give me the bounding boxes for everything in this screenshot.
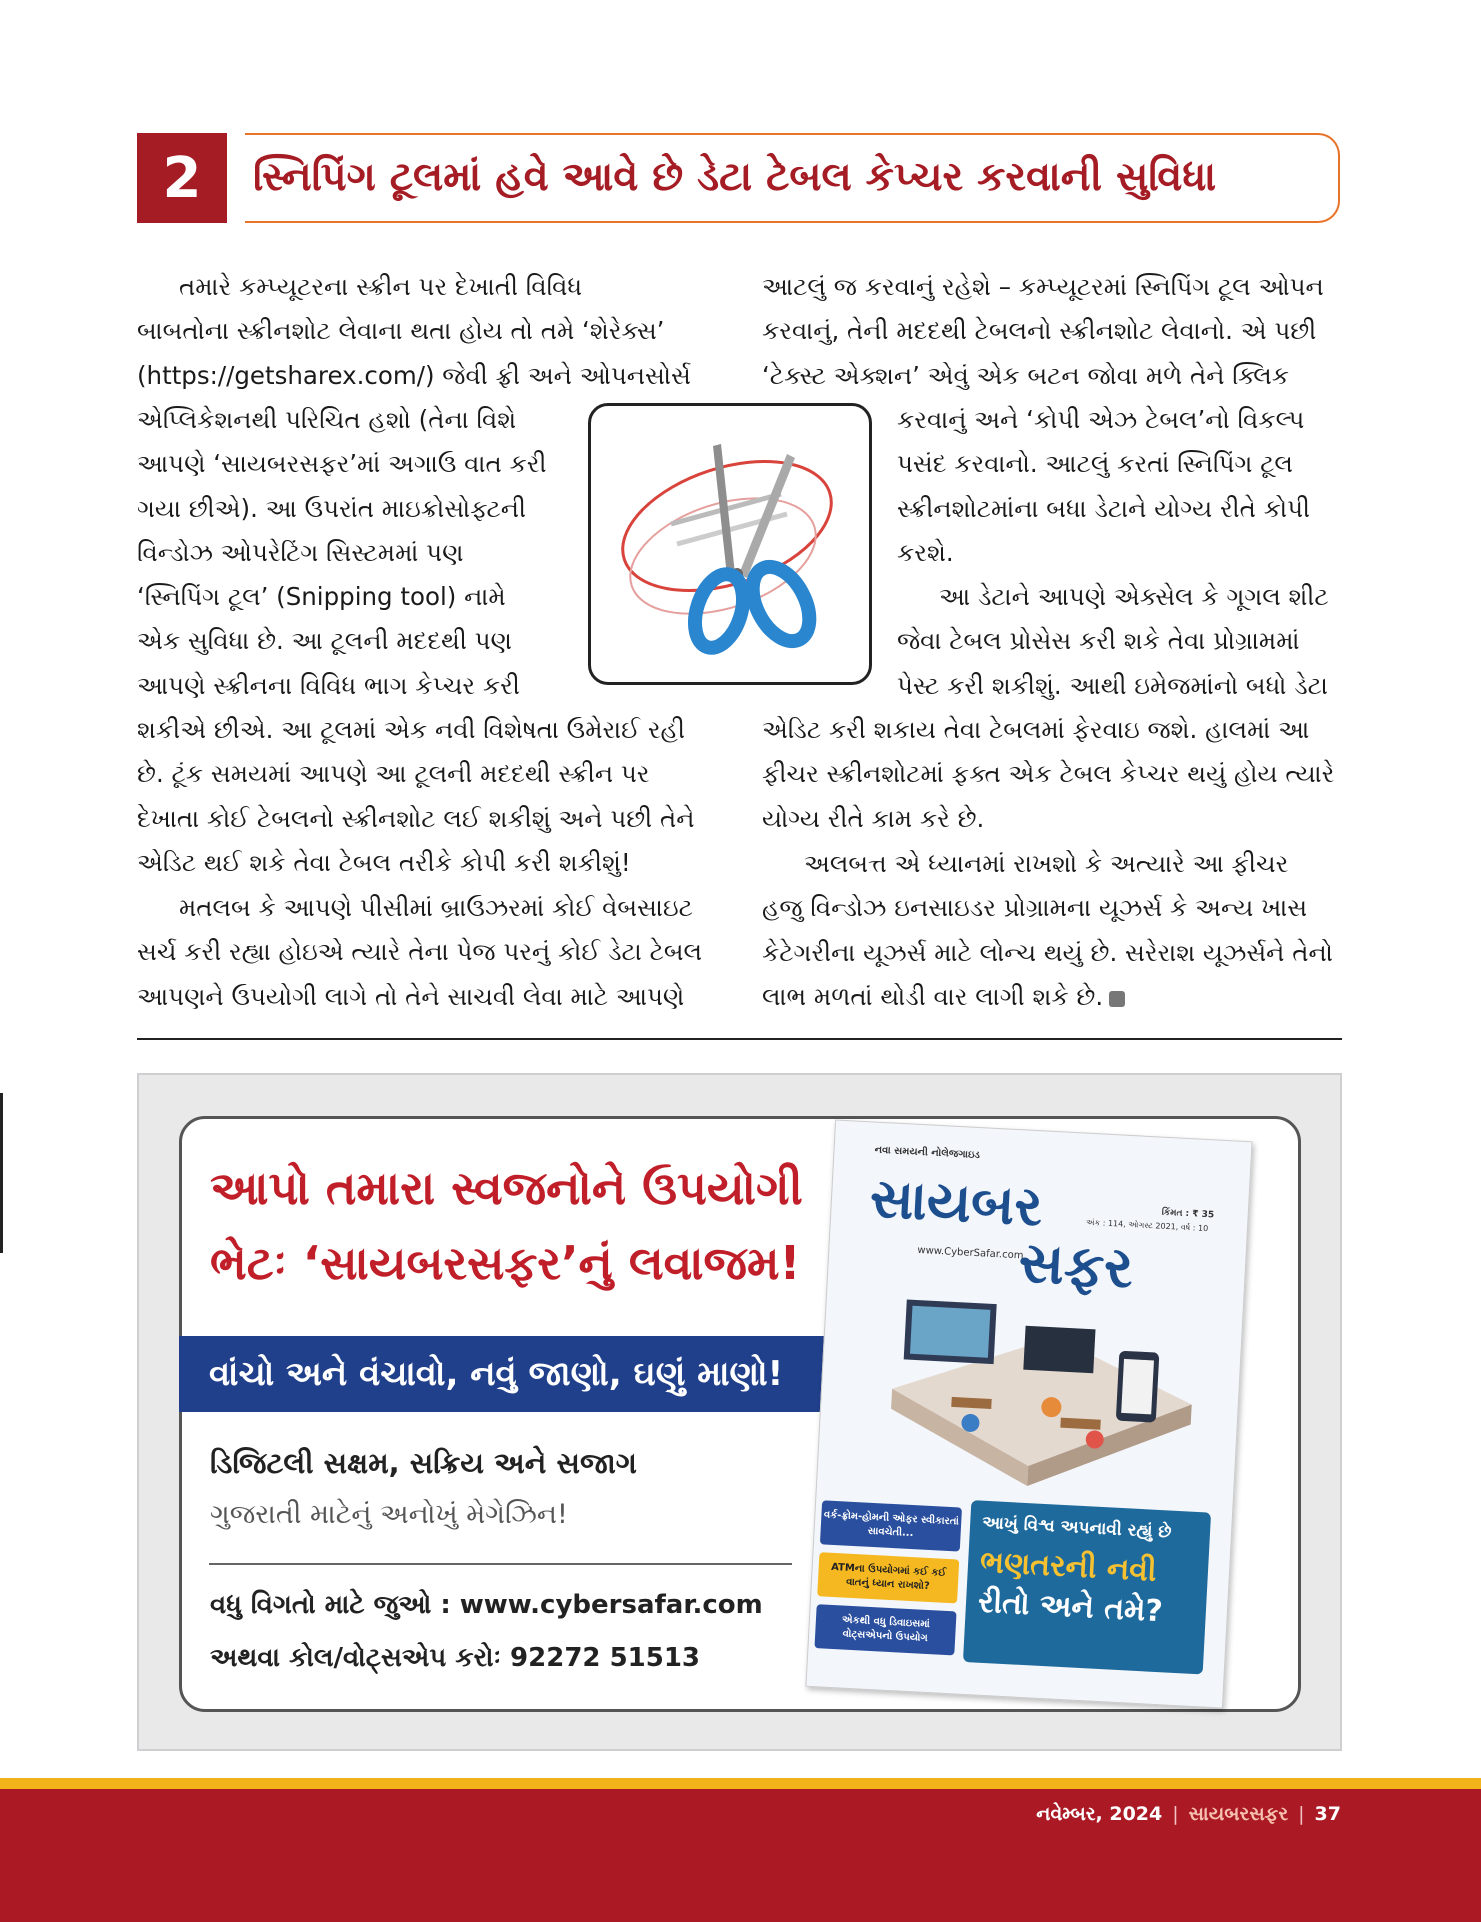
page-number: 37	[1314, 1803, 1341, 1825]
ad-slogan-band: વાંચો અને વંચાવો, નવું જાણો, ઘણું માણો!	[179, 1336, 844, 1412]
footer-stripe	[0, 1778, 1481, 1789]
text-line: મતલબ કે આપણે પીસીમાં બ્રાઉઝરમાં કોઈ વેબસાઇટ	[179, 893, 693, 922]
snipping-tool-icon	[591, 406, 869, 682]
cover-title-1: સાયબર	[868, 1166, 1044, 1239]
text-line: લાભ મળતાં થોડી વાર લાગી શકે છે.	[762, 975, 1342, 1019]
cover-tagline: નવા સમયની નોલેજગાઇડ	[874, 1144, 981, 1162]
text-line: ગયા છીએ). આ ઉપરાંત માઇક્રોસોફ્ટની	[137, 493, 526, 523]
text-line: ‘સ્નિપિંગ ટૂલ’ (Snipping tool) નામે	[137, 582, 506, 612]
text-line: દેખાતા કોઈ ટેબલનો સ્ક્રીનશોટ લઈ શકીશું અને પછી તેને	[137, 803, 695, 833]
text-line: આટલું જ કરવાનું રહેશે – કમ્પ્યૂટરમાં સ્નિપિંગ ટૂલ ઓપન	[762, 272, 1324, 301]
right-paragraph-3	[762, 842, 1342, 1019]
text-line: છે. ટૂંક સમયમાં આપણે આ ટૂલની મદદથી સ્ક્રીન પર	[137, 759, 650, 789]
cover-feature-title-1: ભણતરની નવી	[979, 1544, 1158, 1589]
text-line: બાબતોના સ્ક્રીનશોટ લેવાના થતા હોય તો તમે ‘શેરેક્સ’	[137, 316, 665, 346]
right-paragraph-tail	[762, 708, 1342, 841]
page-edge-mark	[0, 1093, 3, 1253]
text-line: એડિટ થઈ શકે તેવા ટેબલ તરીકે કોપી કરી શકીશું!	[137, 847, 631, 877]
cover-story-3: એકથી વધુ ડિવાઇસમાં વોટ્સએપનો ઉપયોગ	[814, 1604, 956, 1655]
left-paragraph-1-tail	[137, 708, 717, 885]
left-paragraph-1-wrap	[137, 398, 565, 708]
text-line: સર્ચ કરી રહ્યા હોઇએ ત્યારે તેના પેજ પરનું કોઈ ડેટા ટેબલ	[137, 937, 703, 967]
right-paragraph-wrap	[897, 398, 1342, 708]
text-line: પસંદ કરવાનો. આટલું કરતાં સ્નિપિંગ ટૂલ	[897, 449, 1293, 479]
text-line: એડિટ કરી શકાય તેવા ટેબલમાં ફેરવાઇ જશે. હાલમાં આ	[762, 715, 1310, 744]
text-line: આપણે સ્ક્રીનના વિવિધ ભાગ કેપ્ચર કરી	[137, 670, 520, 700]
left-paragraph-1-top	[137, 265, 717, 398]
text-line: આ ડેટાને આપણે એક્સેલ કે ગૂગલ શીટ	[939, 582, 1329, 612]
section-number: 2	[137, 133, 227, 223]
text-line: અલબત્ત એ ધ્યાનમાં રાખશો કે અત્યારે આ ફીચર	[804, 849, 1289, 878]
text-line: આપણને ઉપયોગી લાગે તો તેને સાચવી લેવા માટે આપણે	[137, 981, 685, 1011]
section-title: સ્નિપિંગ ટૂલમાં હવે આવે છે ડેટા ટેબલ કેપ્ચર કરવાની સુવિધા	[253, 154, 1217, 200]
text-line: એક સુવિધા છે. આ ટૂલની મદદથી પણ	[137, 626, 512, 656]
left-paragraph-2	[137, 886, 717, 1019]
snipping-tool-image	[588, 403, 872, 685]
right-paragraph-1-top	[762, 265, 1342, 398]
cover-feature	[963, 1500, 1211, 1674]
text-line: પેસ્ટ કરી શકીશું. આથી ઇમેજમાંનો બધો ડેટા	[897, 670, 1328, 700]
text-line: એપ્લિકેશનથી પરિચિત હશો (તેના વિશે	[137, 405, 517, 434]
text-line: વિન્ડોઝ ઓપરેટિંગ સિસ્ટમમાં પણ	[137, 537, 464, 567]
text-line: કેટેગરીના યૂઝર્સ માટે લોન્ચ થયું છે. સરેરાશ યૂઝર્સને તેનો	[762, 937, 1333, 967]
text-line: તમારે કમ્પ્યૂટરના સ્ક્રીન પર દેખાતી વિવિધ	[179, 272, 583, 301]
end-mark-icon	[1109, 991, 1125, 1007]
ad-headline-2: ભેટઃ ‘સાયબરસફર’નું લવાજમ!	[210, 1236, 801, 1290]
text-line: યોગ્ય રીતે કામ કરે છે.	[762, 803, 985, 833]
ad-phone[interactable]: અથવા કોલ/વોટ્સએપ કરોઃ 92272 51513	[210, 1643, 701, 1673]
text-line: કરવાનું, તેની મદદથી ટેબલનો સ્ક્રીનશોટ લેવાનો. એ પછી	[762, 316, 1317, 346]
footer-separator: |	[1172, 1803, 1179, 1825]
cover-title-2: સફર	[1017, 1230, 1135, 1302]
footer-separator: |	[1298, 1803, 1305, 1825]
text-line: કરશે.	[897, 537, 954, 567]
cover-feature-kicker: આખું વિશ્વ અપનાવી રહ્યું છે	[981, 1512, 1172, 1543]
text-line: આપણે ‘સાયબરસફર’માં અગાઉ વાત કરી	[137, 449, 547, 479]
magazine-cover	[805, 1119, 1252, 1708]
footer-date: નવેમ્બર, 2024	[1036, 1803, 1163, 1825]
ad-tagline-1: ડિજિટલી સક્ષમ, સક્રિય અને સજાગ	[210, 1446, 637, 1480]
page-footer	[1036, 1803, 1341, 1825]
text-line: સ્ક્રીનશોટમાંના બધા ડેટાને યોગ્ય રીતે કોપી	[897, 493, 1311, 523]
text-line: ફીચર સ્ક્રીનશોટમાં ફક્ત એક ટેબલ કેપ્ચર થયું હોય ત્યારે	[762, 759, 1335, 789]
cover-story-1: વર્ક-ફ્રોમ-હોમની ઓફર સ્વીકારતાં સાવચેતી...	[820, 1500, 962, 1551]
footer-magazine: સાયબરસફર	[1188, 1803, 1289, 1825]
text-line: જેવા ટેબલ પ્રોસેસ કરી શકે તેવા પ્રોગ્રામમાં	[897, 626, 1300, 656]
text-line: કરવાનું અને ‘કોપી એઝ ટેબલ’નો વિકલ્પ	[897, 405, 1305, 434]
text-line: શકીએ છીએ. આ ટૂલમાં એક નવી વિશેષતા ઉમેરાઈ રહી	[137, 715, 685, 744]
text-line: (https://getsharex.com/) જેવી ફ્રી અને ઓપનસોર્સ	[137, 360, 691, 390]
ad-divider	[209, 1563, 792, 1565]
cover-illustration	[847, 1267, 1218, 1511]
text-line: ‘ટેક્સ્ટ એક્શન’ એવું એક બટન જોવા મળે તેને ક્લિક	[762, 360, 1290, 390]
cover-issue: અંક : 114, ઓગસ્ટ 2021, વર્ષ : 10	[1085, 1217, 1209, 1234]
cover-story-2: ATMના ઉપયોગમાં કઈ કઈ વાતનું ધ્યાન રાખશો?	[817, 1552, 959, 1603]
cover-feature-title-2: રીતો અને તમે?	[977, 1584, 1164, 1630]
section-divider	[137, 1038, 1342, 1040]
cover-url: www.CyberSafar.com	[917, 1244, 1024, 1262]
cover-price: કિંમત : ₹ 35	[1161, 1207, 1215, 1221]
ad-tagline-2: ગુજરાતી માટેનું અનોખું મેગેઝિન!	[210, 1499, 568, 1530]
ad-headline-1: આપો તમારા સ્વજનોને ઉપયોગી	[210, 1161, 803, 1215]
ad-website[interactable]: વધુ વિગતો માટે જુઓ : www.cybersafar.com	[210, 1590, 763, 1620]
text-line: હજુ વિન્ડોઝ ઇનસાઇડર પ્રોગ્રામના યૂઝર્સ કે અન્ય ખાસ	[762, 893, 1308, 923]
